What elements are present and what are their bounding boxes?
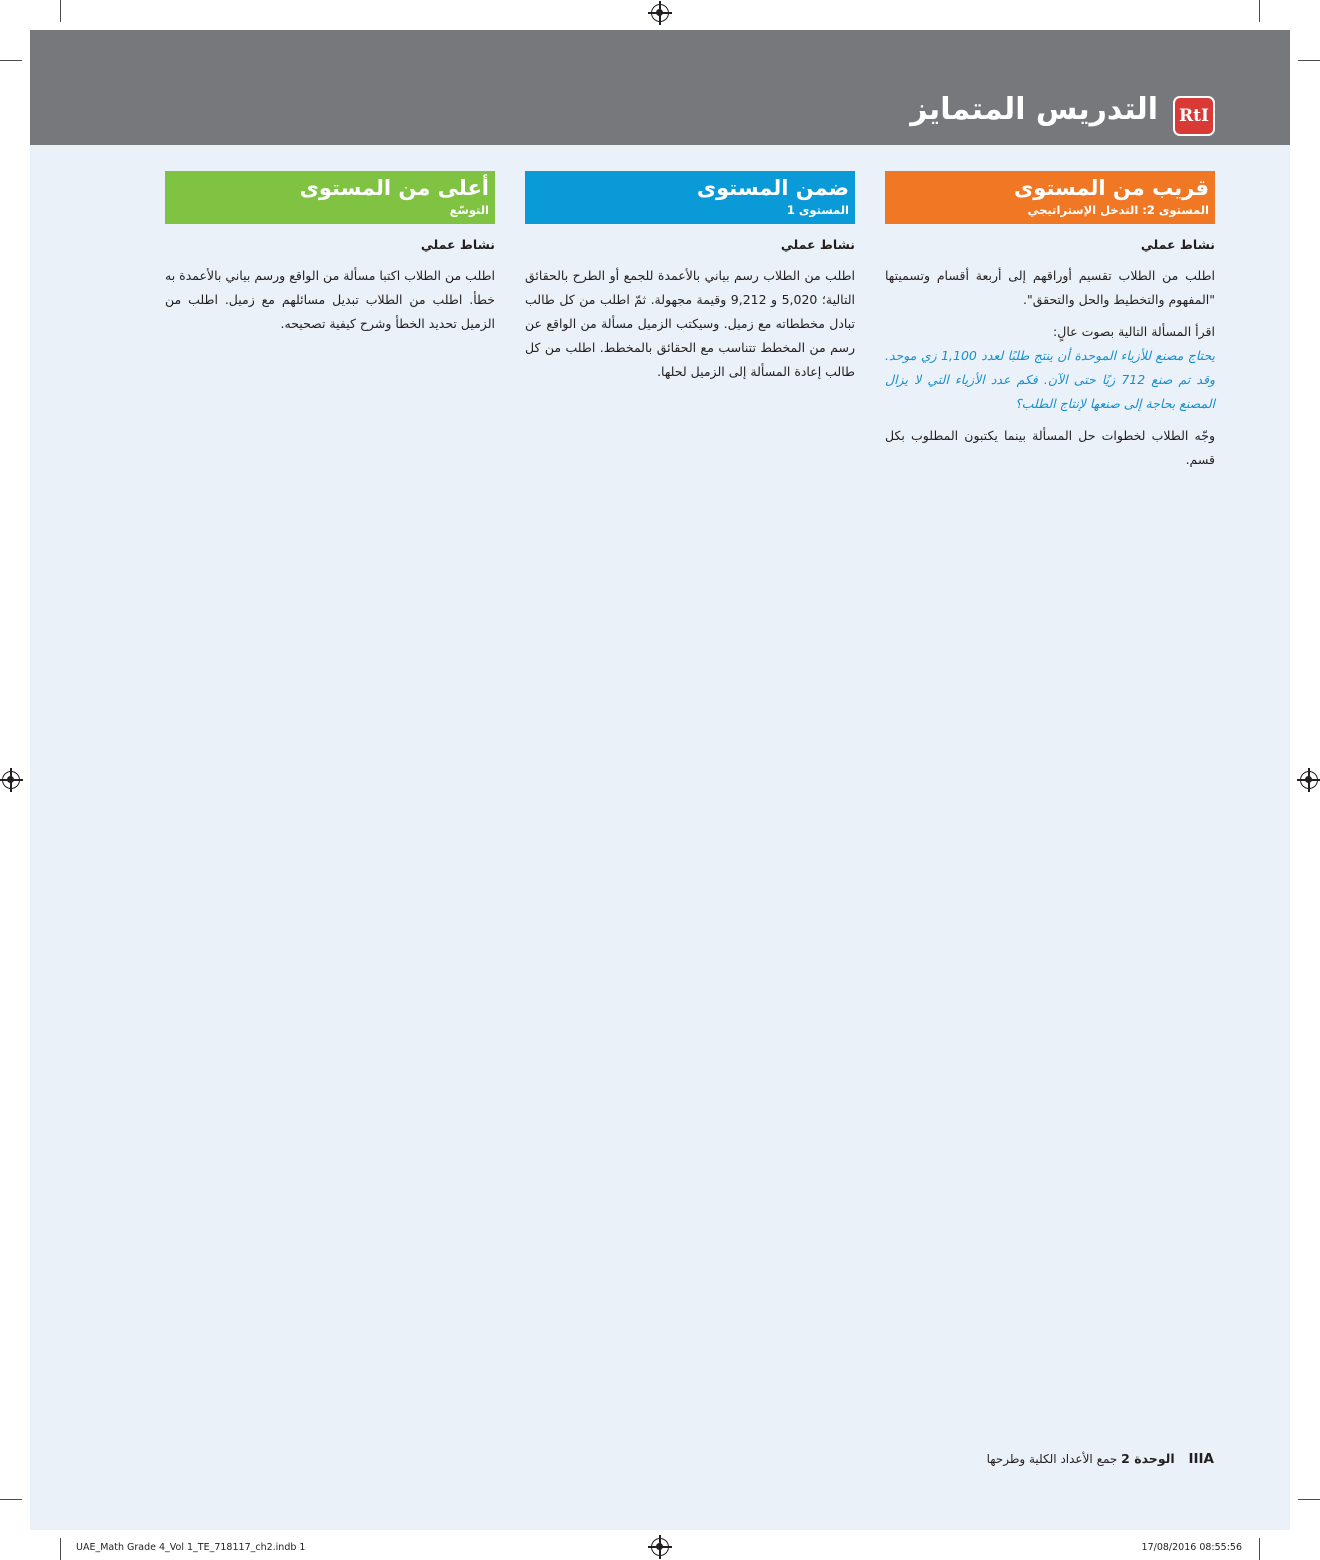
paragraph: وجّه الطلاب لخطوات حل المسألة بينما يكتبون المطلوب بكل قسم. bbox=[885, 428, 1215, 467]
header-band bbox=[30, 30, 1290, 145]
column-subtitle: المستوى 1 bbox=[786, 203, 849, 217]
column-subtitle: المستوى 2: التدخل الإستراتيجي bbox=[1027, 203, 1209, 217]
registration-mark-icon bbox=[651, 1538, 669, 1556]
column-approaching-level bbox=[885, 171, 1215, 480]
paragraph: اطلب من الطلاب رسم بياني بالأعمدة للجمع أو الطرح بالحقائق التالية؛ 5,020 و 9,212 وقيمة مجهولة. ثمّ اطلب من كل طالب تبادل مخططاته مع زميل. وسيكتب الزميل مسألة من الواقع عن رسم من المخطط تتناسب مع الحقائق بالمخطط. اطلب من كل طالب إعادة المسألة إلى الزميل لحلها. bbox=[525, 268, 856, 379]
crop-mark bbox=[0, 1499, 22, 1500]
registration-mark-icon bbox=[651, 4, 669, 22]
column-header-approaching bbox=[885, 171, 1215, 224]
registration-mark-icon bbox=[2, 771, 20, 789]
module-title: جمع الأعداد الكلية وطرحها bbox=[986, 1452, 1118, 1466]
module-label: الوحدة 2 bbox=[1121, 1451, 1175, 1466]
crop-mark bbox=[1259, 0, 1260, 22]
column-beyond-level bbox=[165, 171, 495, 344]
paragraph: اقرأ المسألة التالية بصوت عالٍ: bbox=[1053, 324, 1215, 339]
crop-mark bbox=[1298, 60, 1320, 61]
activity-label: نشاط عملي bbox=[420, 237, 495, 252]
activity-label: نشاط عملي bbox=[1140, 237, 1215, 252]
page-footer bbox=[987, 1451, 1214, 1467]
column-header-beyond bbox=[165, 171, 495, 224]
column-on-level bbox=[525, 171, 855, 392]
paragraph: اطلب من الطلاب تقسيم أوراقهم إلى أربعة أقسام وتسميتها "المفهوم والتخطيط والحل والتحقق". bbox=[885, 268, 1215, 307]
crop-mark bbox=[0, 60, 22, 61]
column-title: أعلى من المستوى bbox=[299, 176, 489, 200]
crop-mark bbox=[1298, 1499, 1320, 1500]
word-problem: يحتاج مصنع للأزياء الموحدة أن ينتج طلبًا لعدد 1,100 زي موحد. وقد تم صنع 712 زيًا حتى الآن. فكم عدد الأزياء التي لا يزال المصنع بحاجة إلى صنعها لإنتاج الطلب؟ bbox=[885, 348, 1215, 411]
print-slug-file: UAE_Math Grade 4_Vol 1_TE_718117_ch2.indb 1 bbox=[76, 1542, 306, 1553]
column-title: ضمن المستوى bbox=[696, 176, 849, 200]
page-title: التدريس المتمايز bbox=[910, 92, 1158, 127]
crop-mark bbox=[1259, 1538, 1260, 1560]
crop-mark bbox=[60, 1538, 61, 1560]
paragraph: اطلب من الطلاب اكتبا مسألة من الواقع ورسم بياني بالأعمدة به خطأ. اطلب من الطلاب تبديل مسائلهم مع زميل. اطلب من الزميل تحديد الخطأ وشرح كيفية تصحيحه. bbox=[165, 268, 495, 331]
rti-logo-icon: RtI bbox=[1173, 96, 1215, 136]
column-title: قريب من المستوى bbox=[1014, 176, 1209, 200]
column-subtitle: التوسّع bbox=[449, 203, 489, 217]
activity-label: نشاط عملي bbox=[780, 237, 855, 252]
page-number: IIIA bbox=[1188, 1451, 1214, 1467]
column-header-on-level bbox=[525, 171, 855, 224]
crop-mark bbox=[60, 0, 61, 22]
registration-mark-icon bbox=[1300, 771, 1318, 789]
print-slug-timestamp: 17/08/2016 08:55:56 bbox=[1141, 1542, 1242, 1553]
